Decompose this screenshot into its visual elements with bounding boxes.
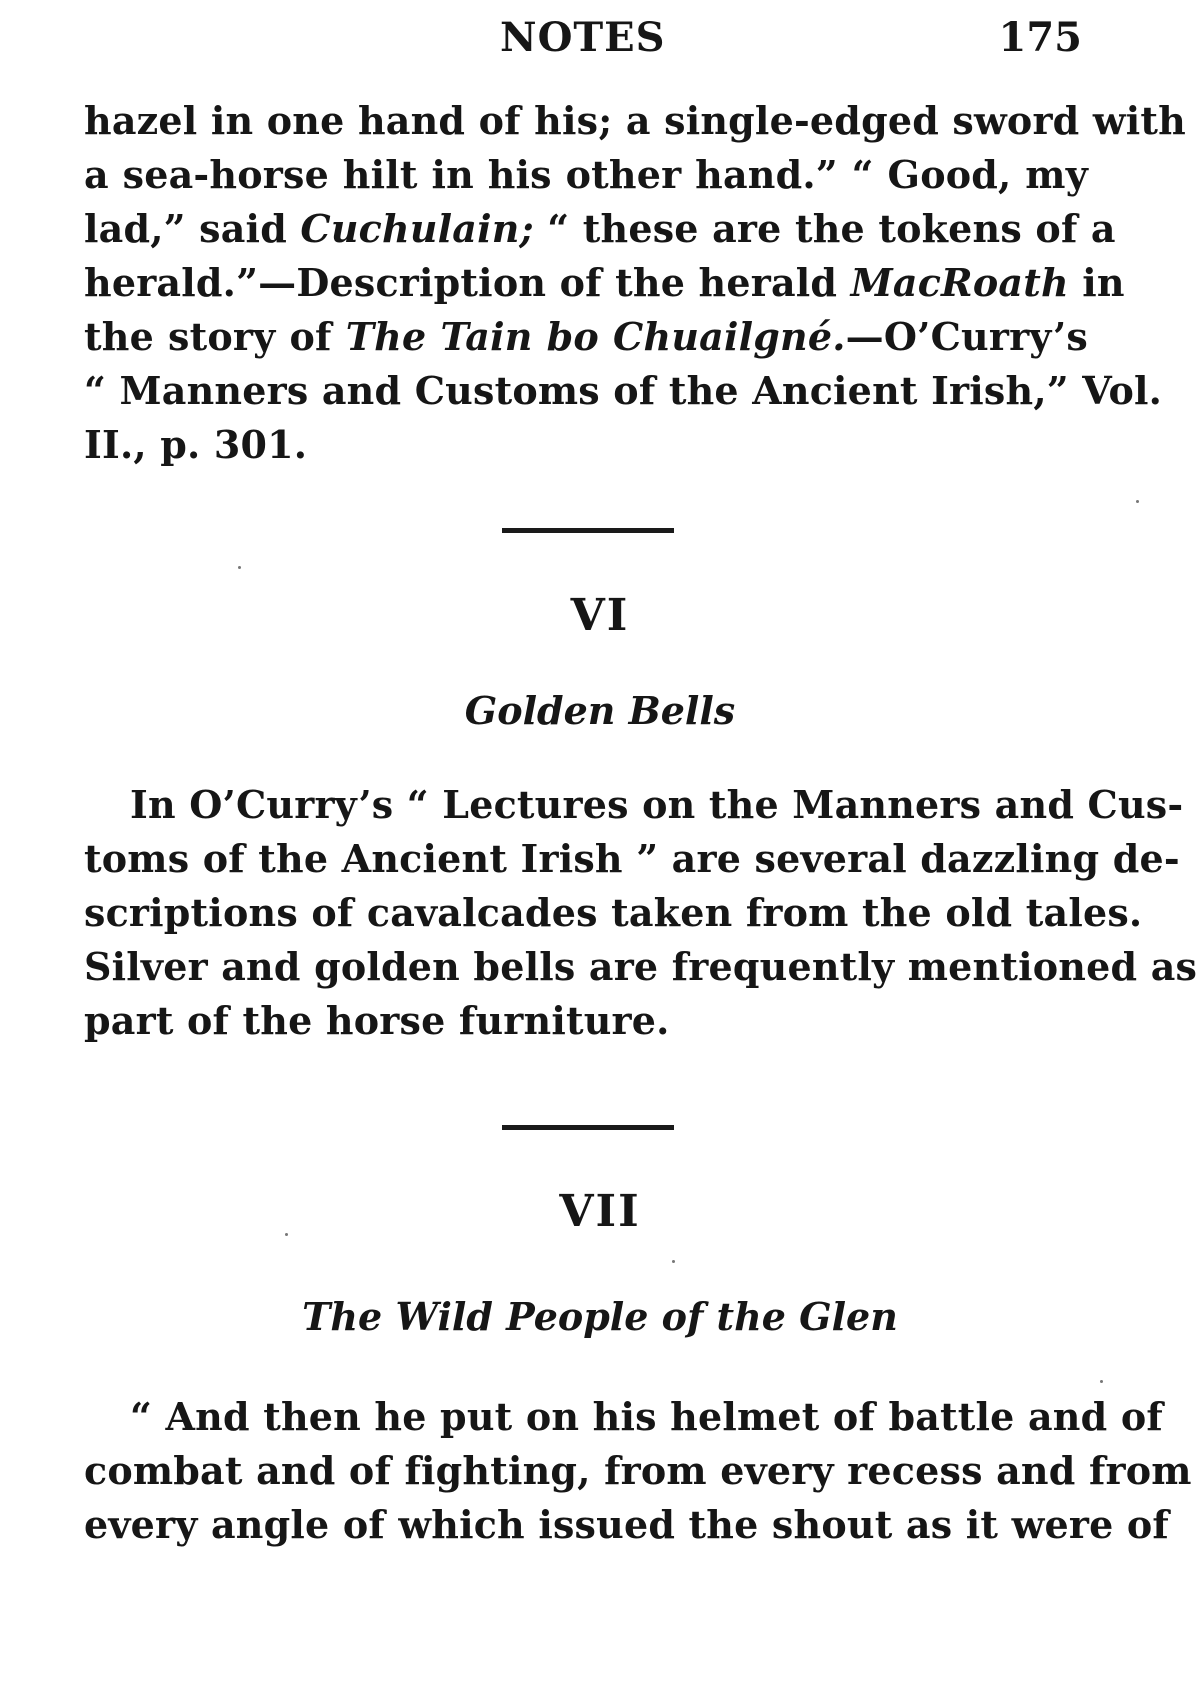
italic-name: Cuchulain; <box>300 206 534 251</box>
text-line: “ Manners and Customs of the Ancient Irish,” Vol. <box>84 368 1163 413</box>
section-numeral: VI <box>570 590 630 641</box>
scan-speck <box>1136 500 1139 503</box>
scan-speck <box>1100 1380 1103 1383</box>
text-line: every angle of which issued the shout as it were of <box>84 1502 1169 1547</box>
text-line: a sea-horse hilt in his other hand.” “ Good, my <box>84 152 1088 197</box>
scan-speck <box>285 1233 288 1236</box>
section-title: The Wild People of the Glen <box>302 1294 898 1339</box>
text-line: In O’Curry’s “ Lectures on the Manners and Cus- <box>130 782 1184 827</box>
section-divider <box>502 528 674 533</box>
italic-name: MacRoath <box>850 260 1069 305</box>
running-head <box>0 14 1200 74</box>
text-line: scriptions of cavalcades taken from the old tales. <box>84 890 1143 935</box>
section-title: Golden Bells <box>464 688 736 733</box>
page-number: 175 <box>998 14 1082 61</box>
scan-speck <box>672 1260 675 1263</box>
italic-title: The Tain bo Chuailgné. <box>345 314 846 359</box>
text-line: the story of The Tain bo Chuailgné.—O’Curry’s <box>84 314 1088 359</box>
section-divider <box>502 1125 674 1130</box>
text-line: part of the horse furniture. <box>84 998 670 1043</box>
text-line: Silver and golden bells are frequently mentioned as <box>84 944 1198 989</box>
text-line: II., p. 301. <box>84 422 308 467</box>
text-line: “ And then he put on his helmet of battle and of <box>130 1394 1163 1439</box>
text-line: hazel in one hand of his; a single-edged sword with <box>84 98 1187 143</box>
text-line: herald.”—Description of the herald MacRoath in <box>84 260 1125 305</box>
text-line: toms of the Ancient Irish ” are several dazzling de- <box>84 836 1180 881</box>
scan-speck <box>238 566 241 569</box>
text-line: lad,” said Cuchulain; “ these are the tokens of a <box>84 206 1116 251</box>
section-numeral: VII <box>559 1186 641 1237</box>
running-title: NOTES <box>500 14 666 61</box>
text-line: combat and of fighting, from every recess and from <box>84 1448 1192 1493</box>
